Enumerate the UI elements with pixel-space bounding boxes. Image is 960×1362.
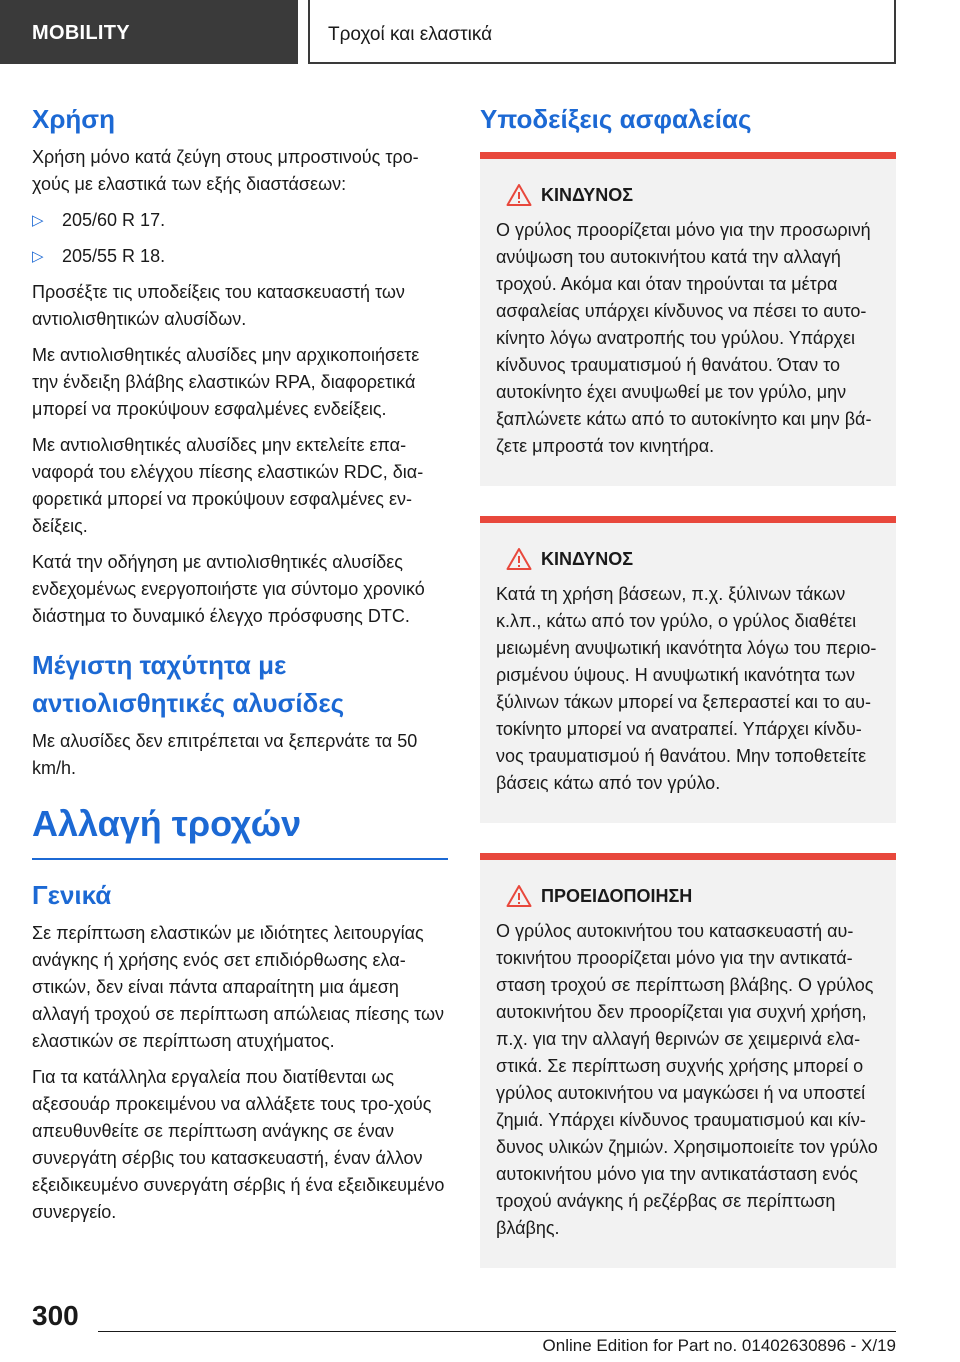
warning-triangle-icon (506, 183, 532, 207)
warning-header (496, 181, 880, 211)
warning-header (496, 882, 880, 912)
warning-label: ΚΙΝΔΥΝΟΣ (541, 185, 634, 205)
warning-label: ΠΡΟΕΙΔΟΠΟΙΗΣΗ (541, 886, 693, 906)
chapter-title-box (310, 0, 896, 64)
max-speed-heading: Μέγιστη ταχύτητα με αντιολισθητικές αλυσίδες (32, 650, 345, 718)
edition-note: Online Edition for Part no. 01402630896 - X/19 (542, 1336, 896, 1355)
warning-box (480, 860, 896, 1268)
left-column (32, 100, 448, 1235)
chapter-title: Τροχοί και ελαστικά (328, 24, 493, 45)
tire-size: 205/55 R 18. (62, 246, 166, 266)
usage-intro: Χρήση μόνο κατά ζεύγη στους μπροστινούς τρο-χούς με ελαστικά των εξής διαστάσεων: (32, 147, 419, 194)
safety-heading: Υποδείξεις ασφαλείας (480, 100, 896, 159)
paragraph: Κατά την οδήγηση με αντιολισθητικές αλυσίδες ενδεχομένως ενεργοποιήστε για σύντομο χρονικό διάστημα το δυναμικό έλεγχο πρόσφυσης DTC. (32, 552, 425, 626)
paragraph: Σε περίπτωση ελαστικών με ιδιότητες λειτουργίας ανάγκης ή χρήσης ενός σετ επιδιόρθωσης ελα-στικών, δεν είναι πάντα απαραίτητη μια άμεση αλλαγή τροχού σε περίπτωση απώλειας πίεσης των ελαστικών σε περίπτωση ατυχήματος. (32, 923, 445, 1051)
tire-size: 205/60 R 17. (62, 210, 166, 230)
warning-header (496, 545, 880, 575)
page-number: 300 (32, 1300, 79, 1331)
section-tab (0, 0, 298, 64)
warning-divider (480, 516, 896, 523)
warning-box (480, 523, 896, 823)
triangle-bullet-icon: ▷ (32, 248, 44, 265)
warning-text: Ο γρύλος αυτοκινήτου του κατασκευαστή αυ-τοκινήτου προορίζεται μόνο για την αντικατά-σταση τροχού σε περίπτωση βλάβης. Ο γρύλος αυτοκινήτου δεν προορίζεται για συχνή χρήση, π.χ. για την αλλαγή θερινών σε χειμερινά ελα-στικά. Σε περίπτωση συχνής χρήσης μπορεί ο γρύλος αυτοκινήτου να μαγκώσει ή να υποστεί ζημιά. Υπάρχει κίνδυνος τραυματισμού και κίν-δυνος υλικών ζημιών. Χρησιμοποιείτε τον γρύλο αυτοκινήτου μόνο για την αντικατάσταση ενός τροχού ανάγκης ή ρεζέρβας σε περίπτωση βλάβης. (496, 921, 878, 1238)
right-column (480, 100, 896, 1268)
general-heading: Γενικά (32, 880, 112, 910)
paragraph: Για τα κατάλληλα εργαλεία που διατίθενται ως αξεσουάρ προκειμένου να αλλάξετε τους τρο-χούς απευθυνθείτε σε περίπτωση ανάγκης σε έναν συνεργάτη σέρβις του κατασκευαστή, έναν άλλον εξειδικευμένο συνεργάτη σέρβις ή ένα εξειδικευμένο συνεργείο. (32, 1067, 445, 1222)
paragraph: Προσέξτε τις υποδείξεις του κατασκευαστή των αντιολισθητικών αλυσίδων. (32, 282, 405, 329)
footer-rule (98, 1331, 896, 1332)
triangle-bullet-icon: ▷ (32, 212, 44, 229)
list-item (32, 207, 448, 234)
warning-triangle-icon (506, 547, 532, 571)
list-item (32, 243, 448, 270)
warning-divider (480, 853, 896, 860)
warning-triangle-icon (506, 884, 532, 908)
page-header (0, 0, 960, 66)
warning-box (480, 159, 896, 486)
wheel-change-heading: Αλλαγή τροχών (32, 800, 448, 860)
warning-text: Κατά τη χρήση βάσεων, π.χ. ξύλινων τάκων κ.λπ., κάτω από τον γρύλο, ο γρύλος διαθέτει μειωμένη ανυψωτική ικανότητα λόγω του περιο-ρισμένου ύψους. Η ανυψωτική ικανότητα των ξύλινων τάκων μπορεί να ξεπεραστεί και το αυ-τοκίνητο μπορεί να ανατραπεί. Υπάρχει κίνδυ-νος τραυματισμού ή θανάτου. Μην τοποθετείτε βάσεις κάτω από τον γρύλο. (496, 584, 877, 793)
paragraph: Με αντιολισθητικές αλυσίδες μην εκτελείτε επα-ναφορά του ελέγχου πίεσης ελαστικών RDC, δια-φορετικά μπορεί να προκύψουν εσφαλμένες εν-δείξεις. (32, 435, 424, 536)
section-label: MOBILITY (32, 22, 130, 44)
usage-heading: Χρήση (32, 104, 115, 134)
warning-label: ΚΙΝΔΥΝΟΣ (541, 549, 634, 569)
warning-text: Ο γρύλος προορίζεται μόνο για την προσωρινή ανύψωση του αυτοκινήτου κατά την αλλαγή τροχού. Ακόμα και όταν τηρούνται τα μέτρα ασφαλείας υπάρχει κίνδυνος να πέσει το αυτο-κίνητο λόγω ανατροπής του γρύλου. Υπάρχει κίνδυνος τραυματισμού ή θανάτου. Όταν το αυτοκίνητο έχει ανυψωθεί με τον γρύλο, μην ξαπλώνετε κάτω από το αυτοκίνητο και μην βά-ζετε μπροστά τον κινητήρα. (496, 220, 872, 456)
paragraph: Με αντιολισθητικές αλυσίδες μην αρχικοποιήσετε την ένδειξη βλάβης ελαστικών RPA, διαφορετικά μπορεί να προκύψουν εσφαλμένες ενδείξεις. (32, 345, 420, 419)
max-speed-text: Με αλυσίδες δεν επιτρέπεται να ξεπερνάτε τα 50 km/h. (32, 731, 418, 778)
